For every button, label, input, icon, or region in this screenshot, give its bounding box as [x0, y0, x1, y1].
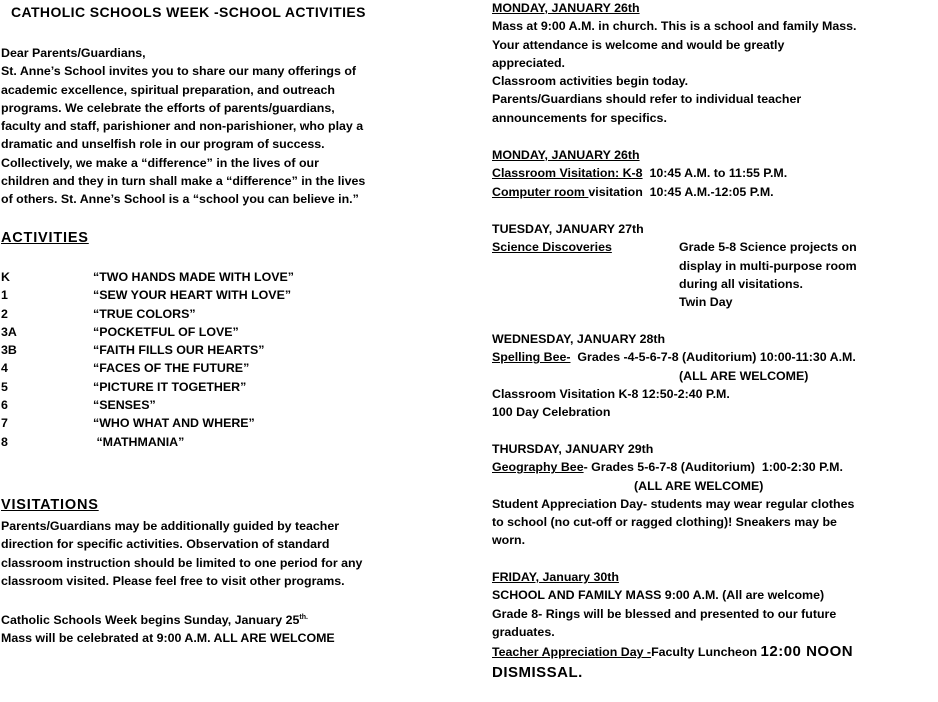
teacher-appreciation-label: Teacher Appreciation Day - [492, 645, 652, 660]
activity-grade: 7 [1, 416, 8, 431]
activity-grade: 3B [1, 343, 17, 358]
visitations-heading: VISITATIONS [1, 497, 99, 513]
visitations-line: classroom instruction should be limited to one period for any [1, 555, 363, 570]
monday-line: Mass at 9:00 A.M. in church. This is a school and family Mass. [492, 19, 857, 34]
page-title: CATHOLIC SCHOOLS WEEK -SCHOOL ACTIVITIES [11, 4, 366, 20]
computer-visitation [492, 183, 787, 201]
activity-theme: “SEW YOUR HEART WITH LOVE” [93, 288, 292, 303]
friday-section [492, 568, 853, 683]
activity-theme: “FAITH FILLS OUR HEARTS” [93, 343, 265, 358]
activity-theme: “FACES OF THE FUTURE” [93, 361, 250, 376]
monday-line: Parents/Guardians should refer to individual teacher [492, 92, 802, 107]
science-label: Science Discoveries [492, 240, 612, 255]
monday-line: appreciated. [492, 55, 565, 70]
activities-heading: ACTIVITIES [1, 230, 89, 246]
day-heading: TUESDAY, JANUARY 27th [492, 222, 644, 236]
day-heading: MONDAY, JANUARY 26th [492, 1, 640, 15]
family-mass: SCHOOL AND FAMILY MASS 9:00 A.M. (All are welcome) [492, 588, 825, 603]
science-line: display in multi-purpose room [679, 258, 857, 273]
visitations-line: Parents/Guardians may be additionally guided by teacher [1, 519, 340, 533]
letter-line: Collectively, we make a “difference” in the lives of our [1, 155, 319, 170]
activity-row [1, 305, 294, 323]
rings-line: graduates. [492, 624, 555, 639]
day-heading: FRIDAY, January 30th [492, 570, 619, 584]
visitations-text [1, 517, 362, 590]
science-discoveries [492, 238, 857, 311]
activity-grade: 4 [1, 361, 8, 376]
monday-line: announcements for specifics. [492, 110, 667, 125]
classroom-visitation [492, 164, 787, 182]
day-heading: MONDAY, JANUARY 26th [492, 148, 640, 162]
activity-row [1, 378, 294, 396]
geography-bee [492, 458, 854, 476]
tuesday-section [492, 220, 857, 311]
activity-row [1, 359, 294, 377]
classroom-visitation-time: 10:45 A.M. to 11:55 P.M. [642, 166, 788, 181]
classroom-visitation-label: Classroom Visitation: K-8 [492, 166, 643, 181]
activity-row [1, 323, 294, 341]
computer-room-time: visitation 10:45 A.M.-12:05 P.M. [588, 184, 774, 199]
visitations-line: direction for specific activities. Observation of standard [1, 537, 330, 552]
letter-line: programs. We celebrate the efforts of parents/guardians, [1, 100, 335, 115]
noon-time: 12:00 NOON [760, 643, 854, 661]
thursday-line: to school (no cut-off or ragged clothing)! Sneakers may be [492, 515, 837, 530]
week-begins-text: Catholic Schools Week begins Sunday, January 25 [1, 613, 300, 628]
day-heading: WEDNESDAY, JANUARY 28th [492, 332, 666, 346]
activity-theme: “MATHMANIA” [93, 434, 185, 449]
computer-room-label: Computer room [492, 184, 589, 199]
activity-row [1, 414, 294, 432]
day-heading: THURSDAY, JANUARY 29th [492, 442, 654, 456]
activity-grade: 1 [1, 288, 8, 303]
geography-bee-label: Geography Bee [492, 460, 584, 475]
letter-line: of others. St. Anne’s School is a “school you can believe in.” [1, 192, 359, 207]
activity-theme: “TWO HANDS MADE WITH LOVE” [93, 270, 294, 284]
day-celebration: 100 Day Celebration [492, 405, 611, 420]
science-line: Twin Day [679, 295, 733, 310]
letter-line: faculty and staff, parishioner and non-parishioner, who play a [1, 119, 364, 134]
letter-line: children and they in turn shall make a “difference” in the lives [1, 174, 366, 189]
rings-line: Grade 8- Rings will be blessed and presented to our future [492, 606, 837, 621]
activity-theme: “POCKETFUL OF LOVE” [93, 324, 239, 339]
activity-grade: 3A [1, 324, 17, 339]
geography-bee-details: - Grades 5-6-7-8 (Auditorium) 1:00-2:30 P.M. [583, 460, 843, 475]
activity-row [1, 341, 294, 359]
letter-line: dramatic and unselfish role in our program of success. [1, 137, 325, 152]
activity-theme: “SENSES” [93, 398, 156, 413]
activities-list [1, 268, 294, 451]
science-details [679, 238, 857, 311]
spelling-bee-welcome: (ALL ARE WELCOME) [679, 368, 809, 383]
monday-line: Classroom activities begin today. [492, 74, 689, 89]
activity-row [1, 433, 294, 451]
visitations-line: classroom visited. Please feel free to visit other programs. [1, 573, 345, 588]
dismissal: DISMISSAL. [492, 664, 583, 682]
week-info [1, 609, 335, 648]
thursday-line: Student Appreciation Day- students may wear regular clothes [492, 496, 855, 511]
thursday-line: worn. [492, 533, 526, 548]
activity-theme: “WHO WHAT AND WHERE” [93, 416, 255, 431]
activity-row [1, 286, 294, 304]
monday-line: Your attendance is welcome and would be greatly [492, 37, 785, 52]
letter-line: St. Anne’s School invites you to share our many offerings of [1, 64, 357, 79]
salutation: Dear Parents/Guardians, [1, 46, 146, 60]
activity-row [1, 268, 294, 286]
letter-line: academic excellence, spiritual preparation, and outreach [1, 82, 335, 97]
spelling-bee [492, 348, 856, 366]
activity-grade: K [1, 270, 10, 284]
teacher-appreciation [492, 641, 853, 663]
wednesday-section [492, 330, 856, 421]
science-line: Grade 5-8 Science projects on [679, 240, 857, 255]
science-line: during all visitations. [679, 276, 803, 291]
activity-row [1, 396, 294, 414]
activity-grade: 6 [1, 398, 8, 413]
activity-grade: 8 [1, 434, 8, 449]
monday-section [492, 0, 856, 127]
thursday-section [492, 440, 854, 550]
letter [1, 44, 365, 209]
week-begins [1, 609, 335, 629]
classroom-visitation: Classroom Visitation K-8 12:50-2:40 P.M. [492, 386, 730, 401]
monday-visitation-section [492, 146, 787, 201]
spelling-bee-label: Spelling Bee- [492, 350, 571, 365]
activity-theme: “TRUE COLORS” [93, 306, 196, 321]
activity-theme: “PICTURE IT TOGETHER” [93, 379, 247, 394]
mass-line: Mass will be celebrated at 9:00 A.M. ALL ARE WELCOME [1, 631, 335, 646]
activity-grade: 2 [1, 306, 8, 321]
spelling-bee-details: Grades -4-5-6-7-8 (Auditorium) 10:00-11:30 A.M. [570, 350, 856, 365]
geography-bee-welcome: (ALL ARE WELCOME) [634, 478, 764, 493]
luncheon-text: Faculty Luncheon [651, 645, 761, 660]
activity-grade: 5 [1, 379, 8, 394]
week-begins-superscript: th. [299, 614, 308, 621]
